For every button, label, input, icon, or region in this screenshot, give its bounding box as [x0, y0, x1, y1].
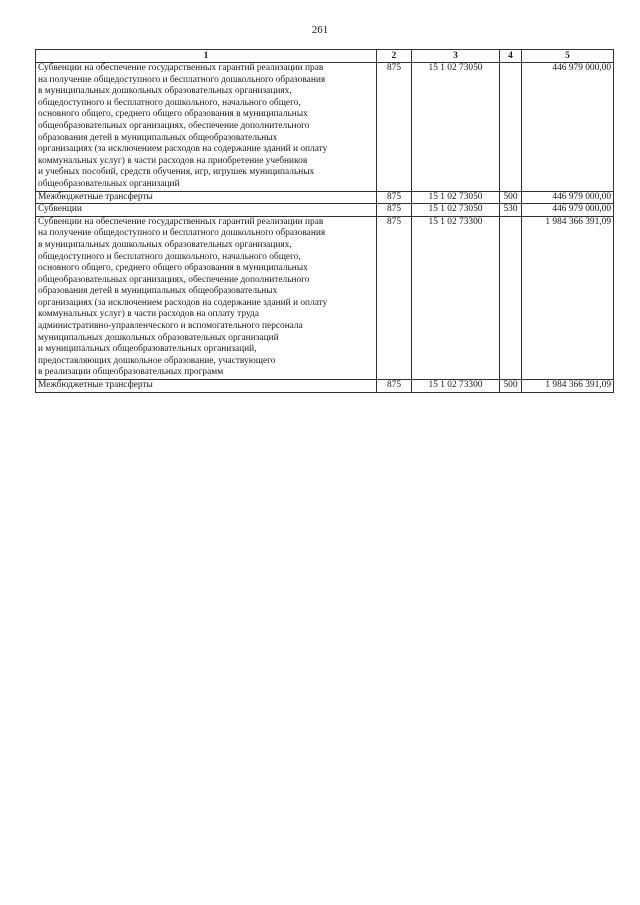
- budget-table: [35, 49, 614, 393]
- row-kind: 530: [500, 204, 522, 217]
- row-amount: 446 979 000,00: [522, 191, 614, 204]
- table-row: [36, 63, 614, 192]
- page-number: 261: [311, 24, 329, 36]
- row-target: 15 1 02 73050: [412, 63, 500, 192]
- row-name: Субвенции: [36, 204, 377, 217]
- table-row: [36, 216, 614, 379]
- column-header-target: 3: [412, 50, 500, 63]
- row-name: Межбюджетные трансферты: [36, 191, 377, 204]
- column-header-name: 1: [36, 50, 377, 63]
- row-amount: 446 979 000,00: [522, 204, 614, 217]
- row-code: 875: [377, 63, 412, 192]
- row-name: Субвенции на обеспечение государственных гарантий реализации прав на получение общедоступного и бесплатного дошкольного образования в муниципальных дошкольных образовательных организациях, общедоступного и бесплатного дошкольного, начального общего, основного общего, среднего общего образования в муниципальных общеобразовательных организациях, обеспечение дополнительного образования детей в муниципальных общеобразовательных организациях (за исключением расходов на содержание зданий и оплату коммунальных услуг) в части расходов на оплату труда административно-управленческого и вспомогательного персонала муниципальных дошкольных образовательных организаций и муниципальных общеобразовательных организаций, предоставляющих дошкольное образование, участвующего в реализации общеобразовательных программ: [36, 216, 377, 379]
- column-header-code: 2: [377, 50, 412, 63]
- row-target: 15 1 02 73300: [412, 216, 500, 379]
- row-kind: 500: [500, 191, 522, 204]
- row-code: 875: [377, 191, 412, 204]
- row-code: 875: [377, 380, 412, 393]
- row-target: 15 1 02 73050: [412, 204, 500, 217]
- row-name: Межбюджетные трансферты: [36, 380, 377, 393]
- row-code: 875: [377, 204, 412, 217]
- row-code: 875: [377, 216, 412, 379]
- row-name: Субвенции на обеспечение государственных гарантий реализации прав на получение общедоступного и бесплатного дошкольного образования в муниципальных дошкольных образовательных организациях, общедоступного и бесплатного дошкольного, начального общего, основного общего, среднего общего образования в муниципальных общеобразовательных организациях, обеспечение дополнительного образования детей в муниципальных общеобразовательных организациях (за исключением расходов на содержание зданий и оплату коммунальных услуг) в части расходов на приобретение учебников и учебных пособий, средств обучения, игр, игрушек муниципальных общеобразовательных организаций: [36, 63, 377, 192]
- row-amount: 446 979 000,00: [522, 63, 614, 192]
- row-amount: 1 984 366 391,09: [522, 380, 614, 393]
- row-target: 15 1 02 73300: [412, 380, 500, 393]
- row-kind: 500: [500, 380, 522, 393]
- row-target: 15 1 02 73050: [412, 191, 500, 204]
- row-amount: 1 984 366 391,09: [522, 216, 614, 379]
- row-kind: [500, 216, 522, 379]
- column-header-kind: 4: [500, 50, 522, 63]
- table-row: [36, 191, 614, 204]
- row-kind: [500, 63, 522, 192]
- table-row: [36, 380, 614, 393]
- table-row: [36, 204, 614, 217]
- table-header-row: [36, 50, 614, 63]
- column-header-amount: 5: [522, 50, 614, 63]
